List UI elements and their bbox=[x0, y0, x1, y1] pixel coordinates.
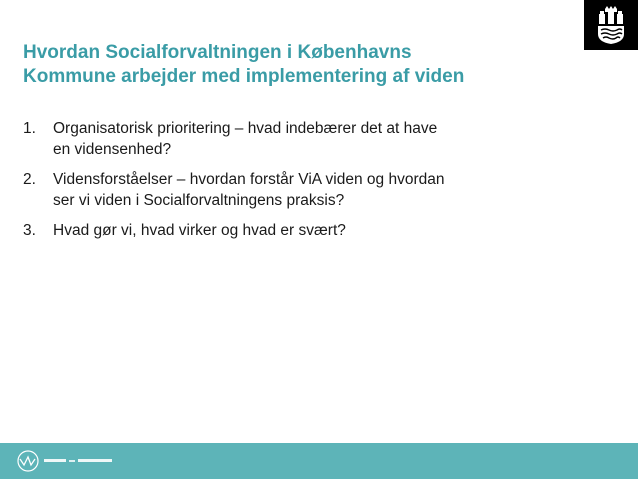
coat-of-arms-logo bbox=[584, 0, 638, 50]
coat-of-arms-icon bbox=[597, 6, 625, 44]
slide-title-line-1: Hvordan Socialforvaltningen i Københavns bbox=[23, 42, 412, 63]
footer-bar bbox=[0, 443, 638, 479]
list-item bbox=[23, 169, 563, 211]
list-item-text-line-1: Hvad gør vi, hvad virker og hvad er svært? bbox=[53, 222, 346, 239]
list-item-number: 3. bbox=[23, 222, 36, 239]
list-item-text-line-2: ser vi viden i Socialforvaltningens praksis? bbox=[53, 192, 345, 209]
via-logo-icon bbox=[16, 449, 126, 473]
slide-title-line-2: Kommune arbejder med implementering af viden bbox=[23, 66, 465, 87]
list-item-number: 1. bbox=[23, 120, 36, 137]
slide-title bbox=[23, 41, 563, 89]
list-item bbox=[23, 220, 563, 241]
list-item bbox=[23, 118, 563, 160]
list-item-number: 2. bbox=[23, 171, 36, 188]
list-item-text-line-2: en vidensenhed? bbox=[53, 141, 172, 158]
topic-list bbox=[23, 118, 563, 250]
list-item-text-line-1: Vidensforståelser – hvordan forstår ViA viden og hvordan bbox=[53, 171, 445, 188]
list-item-text-line-1: Organisatorisk prioritering – hvad indebærer det at have bbox=[53, 120, 438, 137]
